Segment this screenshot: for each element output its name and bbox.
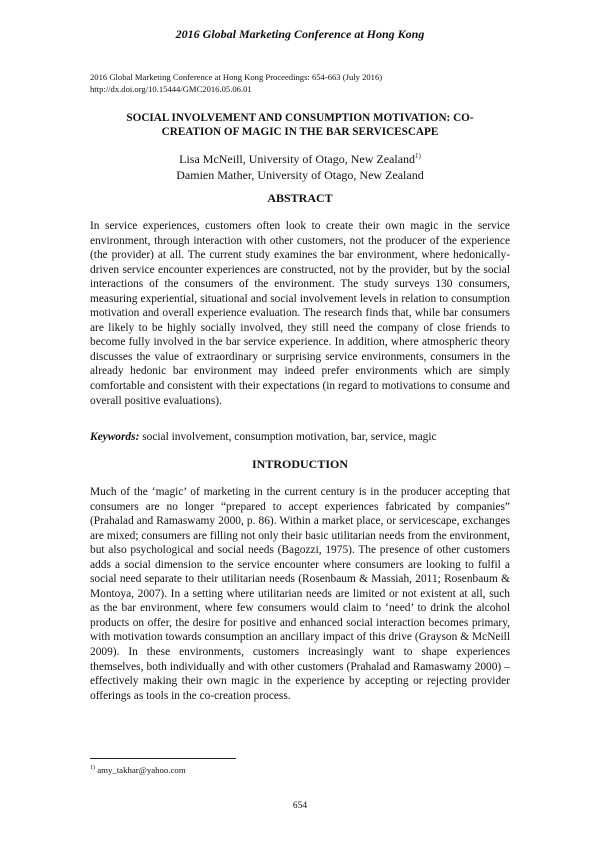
running-header: 2016 Global Marketing Conference at Hong Kong [175, 27, 425, 41]
proceedings-info [90, 71, 382, 95]
proceedings-line: 2016 Global Marketing Conference at Hong Kong Proceedings: 654-663 (July 2016) [90, 72, 383, 82]
author-2: Damien Mather, University of Otago, New Zealand [176, 167, 424, 182]
introduction-heading: INTRODUCTION [251, 457, 348, 471]
footnote-email[interactable]: amy_takhar@yahoo.com [95, 765, 186, 775]
paper-title: SOCIAL INVOLVEMENT AND CONSUMPTION MOTIVATION: CO-CREATION OF MAGIC IN THE BAR SERVICESCAPE [126, 112, 474, 138]
keywords-label: Keywords: [90, 431, 140, 443]
introduction-body: Much of the ‘magic’ of marketing in the current century is in the producer accepting that consumers are no longer “prepared to accept experiences fabricated by companies” (Prahalad and Ramaswamy 2000, p. 86). Within a market place, or servicescape, exchanges are mixed; consumers are filling not only their basic utilitarian needs from the environment, but also psychological and social needs (Bagozzi, 1975). The presence of other customers adds a social dimension to the service encounter where consumers are looking to fulfil a social need separate to their utilitarian needs (Rosenbaum & Massiah, 2011; Rosenbaum & Montoya, 2007). In a setting where utilitarian needs are limited or not existent at all, such as the bar environment, where few consumers would claim to ‘need’ to drink the alcohol products on offer, the desire for positive and enhanced social interaction becomes primary, with motivation towards consumption an ancillary impact of this drive (Grayson & McNeill 2009). In these environments, customers increasingly want to shape experiences themselves, both individually and with other customers (Prahalad and Ramaswamy 2000) – effectively making their own magic in the experience by accepting or rejecting provider offerings as tools in the co-creation process. [90, 486, 510, 702]
author-1-name: Lisa McNeill, University of Otago, New Zealand [179, 152, 416, 166]
keywords-line [90, 431, 510, 443]
author-1-footnote-mark[interactable]: 1) [415, 152, 421, 160]
abstract-body: In service experiences, customers often look to create their own magic in the service environment, through interaction with other customers, not the producer of the experience (the provider) at all. The current study examines the bar environment, where hedonically-driven service encounter experiences are constructed, not by the provider, but by the social interactions of the consumers of the environment. The study surveys 130 consumers, measuring experiential, situational and social involvement levels in relation to consumption motivation and overall experience evaluation. The research finds that, while bar consumers are likely to be highly socially involved, they still need the company of close friends to become fully involved in the bar service experience. In addition, where atmospheric theory discusses the value of extraordinary or surprising service environments, consumers in the already hedonic bar environment may indeed prefer environments which are simply comfortable and consistent with their expectations (in regard to motivations to consume and overall positive evaluations). [90, 220, 510, 407]
author-list [0, 149, 600, 183]
keywords-text: social involvement, consumption motivation, bar, service, magic [139, 431, 437, 443]
footnote [90, 765, 186, 775]
doi-link[interactable]: http://dx.doi.org/10.15444/GMC2016.05.06.01 [90, 84, 252, 94]
page-number: 654 [292, 801, 308, 811]
author-1 [0, 149, 600, 168]
footnote-mark: 1) [90, 765, 95, 772]
footnote-divider [90, 758, 236, 759]
abstract-heading: ABSTRACT [267, 191, 333, 205]
